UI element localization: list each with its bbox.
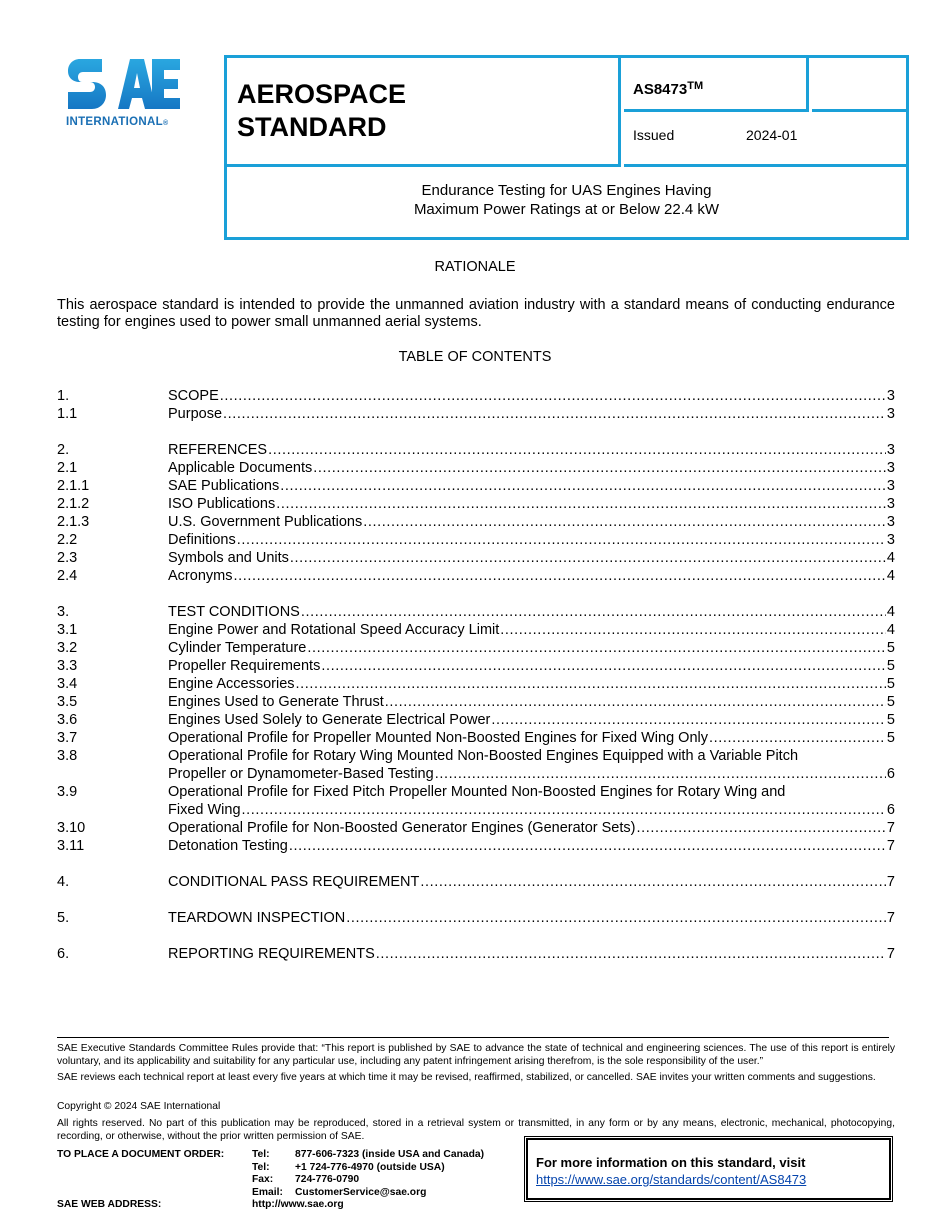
toc-entry-page: 3 — [886, 388, 895, 404]
toc-leader-dots — [385, 693, 886, 711]
toc-entry-title: U.S. Government Publications — [168, 514, 363, 530]
toc-entry-line — [168, 675, 895, 693]
toc-entry-page: 3 — [886, 460, 895, 476]
issued-cell — [624, 112, 906, 167]
toc-entry-line — [168, 387, 895, 405]
toc-leader-dots — [268, 441, 886, 459]
toc-entry-line — [168, 567, 895, 585]
toc-entry-body — [168, 729, 895, 747]
toc-entry[interactable] — [57, 657, 895, 675]
toc-entry-line — [168, 945, 895, 963]
issued-date: 2024-01 — [746, 127, 798, 143]
toc-entry-page: 7 — [886, 910, 895, 926]
toc-entry-title: SAE Publications — [168, 478, 280, 494]
toc-spacer — [57, 423, 895, 441]
toc-entry[interactable] — [57, 441, 895, 459]
toc-entry-line — [168, 729, 895, 747]
toc-entry[interactable] — [57, 945, 895, 963]
table-of-contents — [57, 387, 895, 963]
review-text: SAE reviews each technical report at least every five years at which time it may be revised, reaffirmed, stabilized, or cancelled. SAE invites your written comments and suggestions. — [57, 1072, 876, 1083]
toc-entry-title: Symbols and Units — [168, 550, 289, 566]
toc-entry-page: 5 — [886, 658, 895, 674]
toc-entry-number: 1. — [57, 388, 70, 404]
toc-entry-line — [168, 549, 895, 567]
toc-entry-title: Engines Used Solely to Generate Electrical Power — [168, 712, 491, 728]
email-label: Email: — [252, 1186, 283, 1198]
toc-entry-body — [168, 621, 895, 639]
toc-entry-line — [168, 603, 895, 621]
toc-entry-number: 3.1 — [57, 622, 78, 638]
toc-entry-title: Engines Used to Generate Thrust — [168, 694, 384, 710]
toc-entry-title: Applicable Documents — [168, 460, 313, 476]
toc-entry-line — [168, 639, 895, 657]
toc-entry-page: 4 — [886, 568, 895, 584]
toc-leader-dots — [709, 729, 886, 747]
toc-entry-number: 3.6 — [57, 712, 78, 728]
toc-entry-body — [168, 567, 895, 585]
toc-entry-page: 3 — [886, 406, 895, 422]
web-value[interactable]: http://www.sae.org — [252, 1199, 344, 1211]
toc-entry-title: Engine Power and Rotational Speed Accuracy Limit — [168, 622, 500, 638]
tel2-value: +1 724-776-4970 (outside USA) — [295, 1161, 445, 1173]
toc-leader-dots — [233, 567, 885, 585]
toc-entry-body — [168, 513, 895, 531]
toc-entry-body — [168, 495, 895, 513]
toc-entry-page: 5 — [886, 730, 895, 746]
toc-entry[interactable] — [57, 387, 895, 405]
toc-entry-line — [168, 801, 895, 819]
toc-entry-body — [168, 657, 895, 675]
toc-leader-dots — [237, 531, 886, 549]
toc-entry-number: 3.8 — [57, 748, 78, 764]
toc-entry[interactable] — [57, 873, 895, 891]
toc-entry-body — [168, 639, 895, 657]
toc-entry-line — [168, 477, 895, 495]
document-title — [227, 181, 906, 219]
toc-entry-line — [168, 657, 895, 675]
toc-entry-title: REPORTING REQUIREMENTS — [168, 946, 375, 962]
toc-leader-dots — [242, 801, 886, 819]
toc-entry-body — [168, 873, 895, 891]
tel2-label: Tel: — [252, 1161, 270, 1173]
fax-label: Fax: — [252, 1174, 274, 1186]
toc-entry-line — [168, 873, 895, 891]
toc-heading: TABLE OF CONTENTS — [398, 349, 552, 365]
toc-entry-title-line1: Operational Profile for Fixed Pitch Propeller Mounted Non-Boosted Engines for Rotary Wing and — [168, 784, 786, 800]
toc-entry-body — [168, 477, 895, 495]
rationale-heading: RATIONALE — [434, 259, 516, 275]
toc-entry-page: 4 — [886, 622, 895, 638]
toc-entry-line — [168, 459, 895, 477]
toc-entry-page: 3 — [886, 496, 895, 512]
toc-entry-body — [168, 603, 895, 621]
toc-entry-number: 2.1.2 — [57, 496, 90, 512]
toc-entry-number: 2.4 — [57, 568, 78, 584]
issued-label: Issued — [633, 127, 675, 143]
toc-entry[interactable] — [57, 405, 895, 423]
document-title-line2: Maximum Power Ratings at or Below 22.4 kW — [413, 201, 720, 218]
toc-entry-page: 7 — [886, 820, 895, 836]
toc-entry[interactable] — [57, 693, 895, 711]
toc-entry-number: 3.7 — [57, 730, 78, 746]
document-type-line1: AEROSPACE — [237, 79, 407, 109]
toc-entry-page: 6 — [886, 766, 895, 782]
toc-entry-body — [168, 441, 895, 459]
toc-entry-title: Detonation Testing — [168, 838, 288, 854]
toc-entry[interactable] — [57, 459, 895, 477]
document-title-line1: Endurance Testing for UAS Engines Having — [421, 182, 712, 199]
toc-entry-title: Operational Profile for Propeller Mounted Non-Boosted Engines for Fixed Wing Only — [168, 730, 708, 746]
toc-entry-line — [168, 711, 895, 729]
toc-entry-line — [168, 765, 895, 783]
toc-leader-dots — [220, 387, 886, 405]
toc-entry-body — [168, 837, 895, 855]
toc-entry[interactable] — [57, 639, 895, 657]
toc-entry-body — [168, 909, 895, 927]
toc-entry-line — [168, 837, 895, 855]
toc-entry[interactable] — [57, 909, 895, 927]
toc-entry-page: 3 — [886, 532, 895, 548]
toc-leader-dots — [500, 621, 886, 639]
toc-entry-number: 2. — [57, 442, 70, 458]
toc-entry[interactable] — [57, 531, 895, 549]
toc-entry-page: 7 — [886, 874, 895, 890]
toc-entry[interactable] — [57, 729, 895, 747]
toc-entry-page: 5 — [886, 640, 895, 656]
toc-entry-title: Operational Profile for Non-Boosted Generator Engines (Generator Sets) — [168, 820, 636, 836]
sae-logo-mark — [66, 55, 181, 113]
toc-entry-page: 4 — [886, 550, 895, 566]
toc-spacer — [57, 855, 895, 873]
toc-entry-body — [168, 693, 895, 711]
toc-entry-page: 5 — [886, 712, 895, 728]
toc-entry-line — [168, 819, 895, 837]
toc-entry-number: 2.1 — [57, 460, 78, 476]
toc-entry-line — [168, 909, 895, 927]
toc-entry-body — [168, 819, 895, 837]
toc-entry[interactable] — [57, 837, 895, 855]
toc-leader-dots — [313, 459, 886, 477]
toc-entry-line — [168, 693, 895, 711]
toc-entry[interactable] — [57, 747, 895, 783]
toc-entry-line — [168, 441, 895, 459]
toc-entry-number: 3. — [57, 604, 70, 620]
toc-entry-title: Propeller Requirements — [168, 658, 321, 674]
footer-divider — [57, 1037, 889, 1038]
toc-leader-dots — [363, 513, 886, 531]
toc-leader-dots — [223, 405, 886, 423]
logo-subtitle: INTERNATIONAL® — [66, 116, 169, 128]
toc-entry-title: Propeller or Dynamometer-Based Testing — [168, 766, 434, 782]
toc-entry-title: Cylinder Temperature — [168, 640, 307, 656]
toc-entry-line — [168, 621, 895, 639]
toc-spacer — [57, 585, 895, 603]
toc-leader-dots — [289, 837, 886, 855]
toc-leader-dots — [276, 495, 886, 513]
toc-entry[interactable] — [57, 603, 895, 621]
rationale-text: This aerospace standard is intended to provide the unmanned aviation industry with a standard means of conducting endurance testing for engines used to power small unmanned aerial systems. — [57, 297, 895, 330]
toc-entry-title: REFERENCES — [168, 442, 268, 458]
toc-entry[interactable] — [57, 675, 895, 693]
toc-entry-number: 1.1 — [57, 406, 78, 422]
toc-entry-title: TEARDOWN INSPECTION — [168, 910, 346, 926]
tel1-label: Tel: — [252, 1149, 270, 1160]
toc-entry-title: Definitions — [168, 532, 236, 548]
toc-entry-body — [168, 405, 895, 423]
toc-entry[interactable] — [57, 819, 895, 837]
toc-entry[interactable] — [57, 567, 895, 585]
toc-leader-dots — [420, 873, 886, 891]
toc-entry[interactable] — [57, 711, 895, 729]
toc-entry-number: 3.5 — [57, 694, 78, 710]
toc-entry-line — [168, 531, 895, 549]
toc-entry-line — [168, 513, 895, 531]
toc-leader-dots — [491, 711, 886, 729]
toc-entry-body — [168, 459, 895, 477]
toc-entry-page: 3 — [886, 478, 895, 494]
web-label: SAE WEB ADDRESS: — [57, 1199, 162, 1211]
toc-entry-number: 3.2 — [57, 640, 78, 656]
title-block — [224, 55, 909, 240]
document-type — [227, 58, 621, 167]
standard-link[interactable]: https://www.sae.org/standards/content/AS8473 — [536, 1172, 807, 1187]
email-value[interactable]: CustomerService@sae.org — [295, 1186, 427, 1198]
toc-entry[interactable] — [57, 621, 895, 639]
copyright: Copyright © 2024 SAE International — [57, 1101, 221, 1112]
toc-entry-page: 5 — [886, 694, 895, 710]
toc-leader-dots — [376, 945, 886, 963]
more-info-title: For more information on this standard, visit — [536, 1155, 806, 1170]
toc-entry-page: 7 — [886, 946, 895, 962]
toc-leader-dots — [296, 675, 886, 693]
toc-entry-body — [168, 387, 895, 405]
toc-entry-title: CONDITIONAL PASS REQUIREMENT — [168, 874, 420, 890]
rights-text: All rights reserved. No part of this publication may be reproduced, stored in a retrieval system or transmitted, in any form or by any means, electronic, mechanical, photocopying, recording, or otherwise, without the prior written permission of SAE. — [57, 1118, 895, 1142]
toc-entry-number: 4. — [57, 874, 70, 890]
toc-entry[interactable] — [57, 477, 895, 495]
toc-leader-dots — [290, 549, 886, 567]
toc-entry-title: Acronyms — [168, 568, 233, 584]
toc-entry-title: ISO Publications — [168, 496, 276, 512]
toc-entry-number: 3.9 — [57, 784, 78, 800]
toc-entry-page: 3 — [886, 514, 895, 530]
toc-entry-title: Engine Accessories — [168, 676, 295, 692]
toc-entry-number: 3.4 — [57, 676, 78, 692]
toc-spacer — [57, 891, 895, 909]
more-info-box — [526, 1138, 891, 1200]
toc-leader-dots — [435, 765, 886, 783]
toc-entry-line — [168, 405, 895, 423]
toc-entry[interactable] — [57, 495, 895, 513]
toc-leader-dots — [346, 909, 886, 927]
toc-entry[interactable] — [57, 513, 895, 531]
toc-entry-page: 5 — [886, 676, 895, 692]
tel1-value: 877-606-7323 (inside USA and Canada) — [295, 1149, 485, 1160]
toc-entry-number: 6. — [57, 946, 70, 962]
blank-cell — [812, 58, 906, 112]
toc-leader-dots — [280, 477, 886, 495]
toc-entry-title-line1: Operational Profile for Rotary Wing Mounted Non-Boosted Engines Equipped with a Variable Pitch — [168, 748, 799, 764]
toc-entry-page: 6 — [886, 802, 895, 818]
toc-entry-number: 3.3 — [57, 658, 78, 674]
document-number: AS8473™ — [624, 58, 809, 112]
toc-entry[interactable] — [57, 549, 895, 567]
toc-entry-number: 2.3 — [57, 550, 78, 566]
toc-entry-number: 3.11 — [57, 838, 85, 854]
toc-leader-dots — [301, 603, 886, 621]
toc-entry-body — [168, 531, 895, 549]
document-type-line2: STANDARD — [237, 112, 387, 142]
toc-entry-number: 2.1.1 — [57, 478, 90, 494]
toc-entry[interactable] — [57, 783, 895, 819]
toc-entry-body — [168, 747, 895, 783]
toc-entry-body — [168, 783, 895, 819]
toc-entry-body — [168, 549, 895, 567]
toc-entry-number: 2.1.3 — [57, 514, 90, 530]
toc-leader-dots — [307, 639, 886, 657]
toc-spacer — [57, 927, 895, 945]
toc-entry-number: 5. — [57, 910, 70, 926]
toc-entry-title: TEST CONDITIONS — [168, 604, 300, 620]
toc-entry-number: 2.2 — [57, 532, 78, 548]
toc-entry-page: 7 — [886, 838, 895, 854]
toc-entry-number: 3.10 — [57, 820, 86, 836]
toc-entry-title: SCOPE — [168, 388, 219, 404]
toc-entry-body — [168, 945, 895, 963]
fax-value: 724-776-0790 — [295, 1174, 360, 1186]
toc-leader-dots — [636, 819, 885, 837]
toc-entry-title: Purpose — [168, 406, 223, 422]
rules-text: SAE Executive Standards Committee Rules provide that: “This report is published by SAE to advance the state of technical and engineering sciences. The use of this report is entirely voluntary, and its applicability and suitability for any particular use, including any patent infringement arising therefrom, is the sole responsibility of the user.” — [57, 1043, 895, 1067]
toc-entry-body — [168, 711, 895, 729]
toc-entry-body — [168, 675, 895, 693]
toc-entry-page: 4 — [886, 604, 895, 620]
sae-logo — [66, 55, 191, 135]
toc-entry-line — [168, 495, 895, 513]
toc-entry-title: Fixed Wing — [168, 802, 241, 818]
toc-entry-page: 3 — [886, 442, 895, 458]
order-label: TO PLACE A DOCUMENT ORDER: — [57, 1149, 225, 1160]
toc-leader-dots — [321, 657, 886, 675]
